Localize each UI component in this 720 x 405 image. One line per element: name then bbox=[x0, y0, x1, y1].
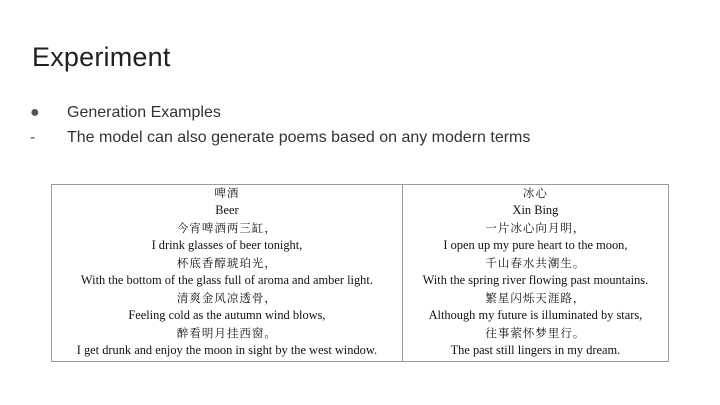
bullet-item bbox=[30, 125, 530, 150]
bullet-dash-icon: - bbox=[30, 128, 36, 146]
poem-line-english: Feeling cold as the autumn wind blows, bbox=[128, 308, 326, 323]
poem-line-chinese: 清爽金风凉透骨， bbox=[176, 290, 277, 305]
poem-title-chinese: 啤酒 bbox=[214, 186, 240, 200]
bullet-dot-icon: ● bbox=[30, 103, 40, 121]
poem-line-english: The past still lingers in my dream. bbox=[450, 342, 621, 357]
poem-line-chinese: 往事萦怀梦里行。 bbox=[485, 325, 586, 340]
bullet-item bbox=[30, 100, 530, 125]
poem-line-english: I get drunk and enjoy the moon in sight by the west window. bbox=[76, 342, 378, 357]
poem-line-english: Although my future is illuminated by stars, bbox=[428, 308, 643, 323]
poem-line-chinese: 千山春水共潮生。 bbox=[485, 255, 586, 270]
poem-line-english: I drink glasses of beer tonight, bbox=[151, 238, 303, 253]
poem-title-chinese: 冰心 bbox=[522, 186, 548, 200]
poem-line-english: With the bottom of the glass full of aroma and amber light. bbox=[80, 273, 373, 288]
bullet-text: Generation Examples bbox=[67, 103, 221, 121]
poem-title-english: Beer bbox=[215, 203, 239, 218]
poem-line-chinese: 繁星闪烁天涯路， bbox=[485, 290, 586, 305]
poem-line-chinese: 一片冰心向月明， bbox=[485, 220, 586, 235]
poem-line-chinese: 今宵啤酒两三缸， bbox=[176, 220, 277, 235]
poem-title-english: Xin Bing bbox=[512, 203, 559, 218]
poem-line-english: With the spring river flowing past mountains. bbox=[422, 273, 649, 288]
poem-beer bbox=[52, 185, 403, 361]
poem-examples-figure bbox=[51, 184, 669, 362]
poem-line-english: I open up my pure heart to the moon, bbox=[443, 238, 628, 253]
slide-title: Experiment bbox=[32, 42, 171, 72]
poem-line-chinese: 醉看明月挂西窗。 bbox=[176, 325, 277, 340]
poem-line-chinese: 杯底香醇琥珀光， bbox=[176, 255, 277, 270]
poem-xin-bing bbox=[403, 185, 668, 361]
bullet-list bbox=[30, 100, 530, 150]
bullet-text: The model can also generate poems based on any modern terms bbox=[67, 128, 531, 146]
